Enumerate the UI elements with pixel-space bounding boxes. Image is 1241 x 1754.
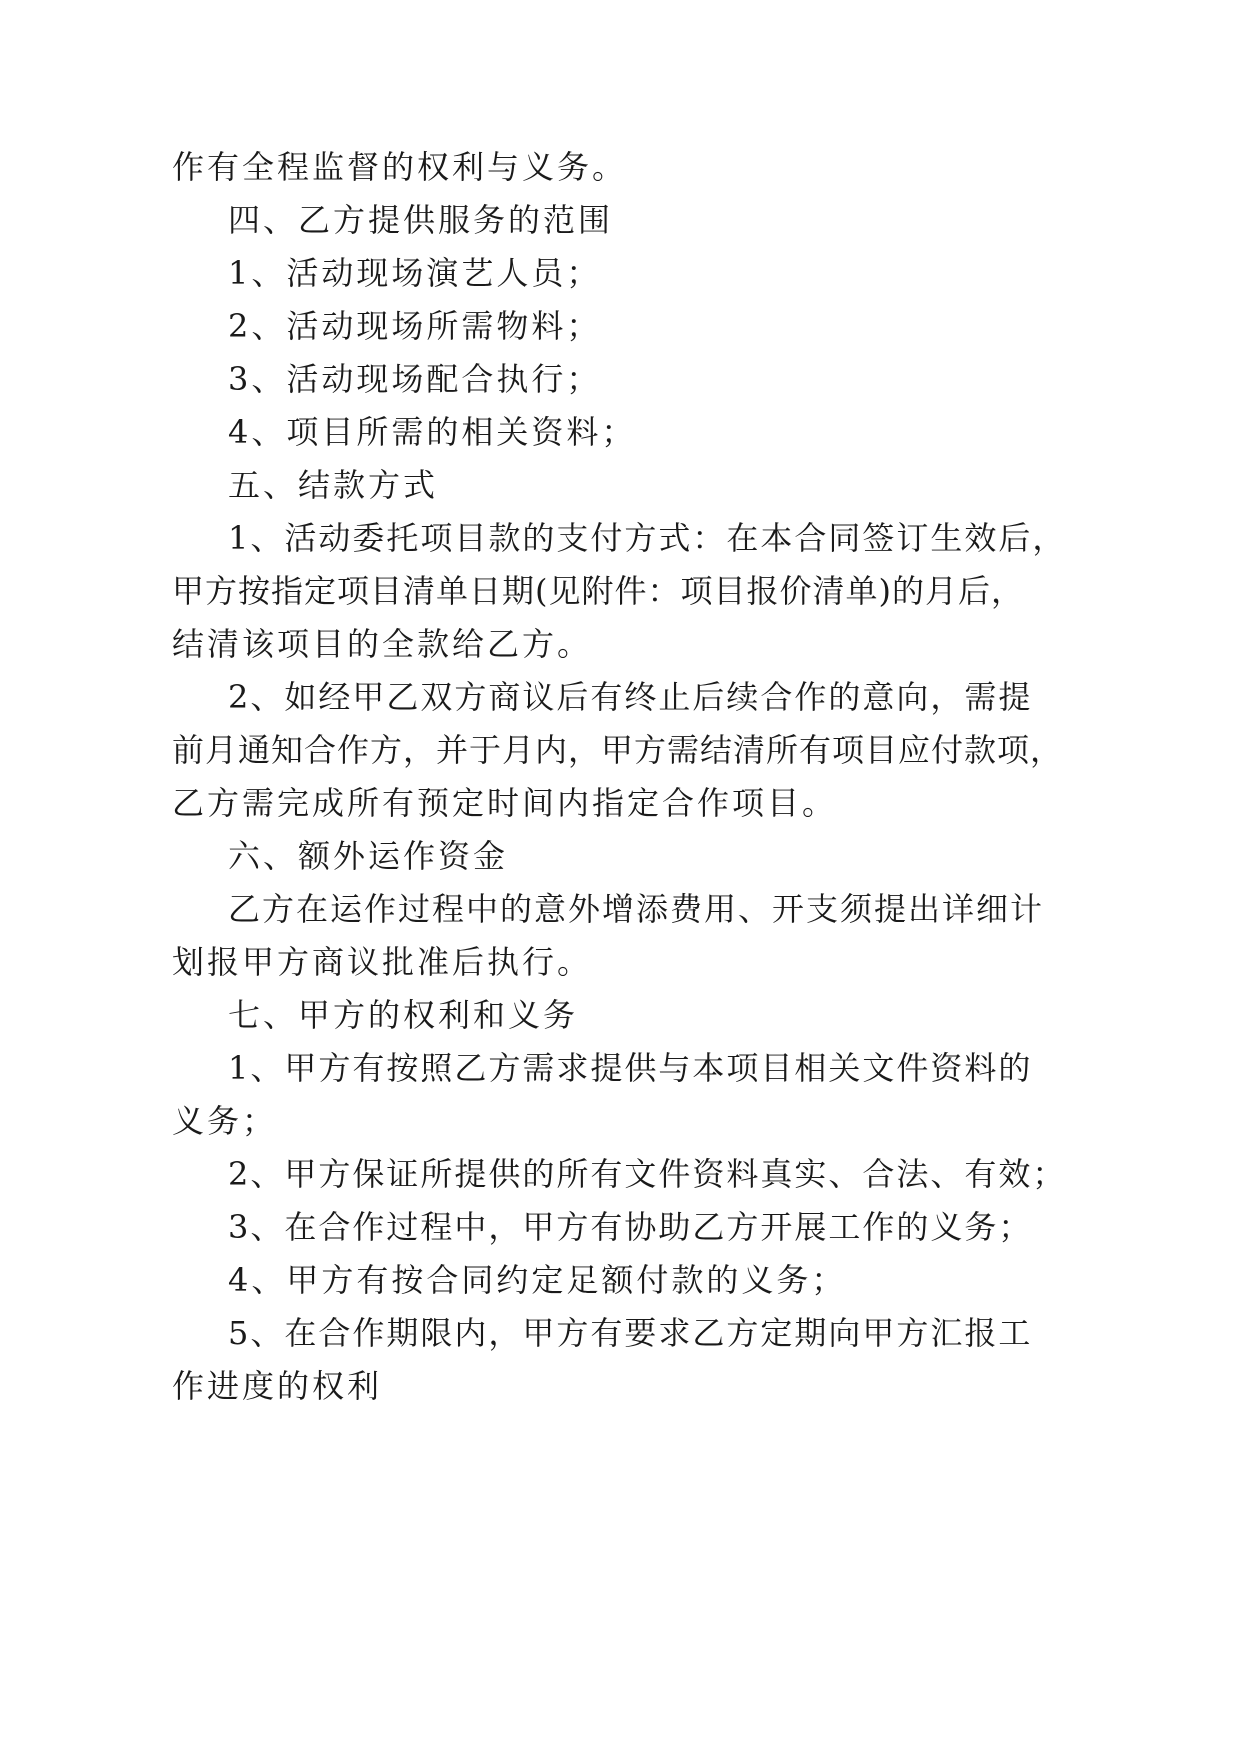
line-07: 五、结款方式 xyxy=(228,466,439,504)
line-01: 作有全程监督的权利与义务。 xyxy=(172,148,628,186)
line-03: 1、活动现场演艺人员； xyxy=(228,254,602,292)
line-19: 义务； xyxy=(172,1102,278,1140)
line-10: 结清该项目的全款给乙方。 xyxy=(172,625,593,663)
line-23: 5、在合作期限内，甲方有要求乙方定期向甲方汇报工 xyxy=(228,1314,1033,1352)
line-17: 七、甲方的权利和义务 xyxy=(228,996,579,1034)
line-24: 作进度的权利 xyxy=(172,1367,383,1405)
line-05: 3、活动现场配合执行； xyxy=(228,360,602,398)
line-14: 六、额外运作资金 xyxy=(228,837,509,875)
line-08: 1、活动委托项目款的支付方式：在本合同签订生效后， xyxy=(228,519,1067,557)
line-02: 四、乙方提供服务的范围 xyxy=(228,201,614,239)
line-04: 2、活动现场所需物料； xyxy=(228,307,602,345)
line-12: 前月通知合作方，并于月内，甲方需结清所有项目应付款项， xyxy=(172,731,1064,769)
line-18: 1、甲方有按照乙方需求提供与本项目相关文件资料的 xyxy=(228,1049,1033,1087)
line-11: 2、如经甲乙双方商议后有终止后续合作的意向，需提 xyxy=(228,678,1033,716)
line-22: 4、甲方有按合同约定足额付款的义务； xyxy=(228,1261,847,1299)
line-13: 乙方需完成所有预定时间内指定合作项目。 xyxy=(172,784,838,822)
line-20: 2、甲方保证所提供的所有文件资料真实、合法、有效； xyxy=(228,1155,1067,1193)
line-21: 3、在合作过程中，甲方有协助乙方开展工作的义务； xyxy=(228,1208,1033,1246)
line-09: 甲方按指定项目清单日期(见附件：项目报价清单)的月后， xyxy=(172,572,1024,610)
line-06: 4、项目所需的相关资料； xyxy=(228,413,637,451)
line-15: 乙方在运作过程中的意外增添费用、开支须提出详细计 xyxy=(228,890,1045,928)
line-16: 划报甲方商议批准后执行。 xyxy=(172,943,593,981)
